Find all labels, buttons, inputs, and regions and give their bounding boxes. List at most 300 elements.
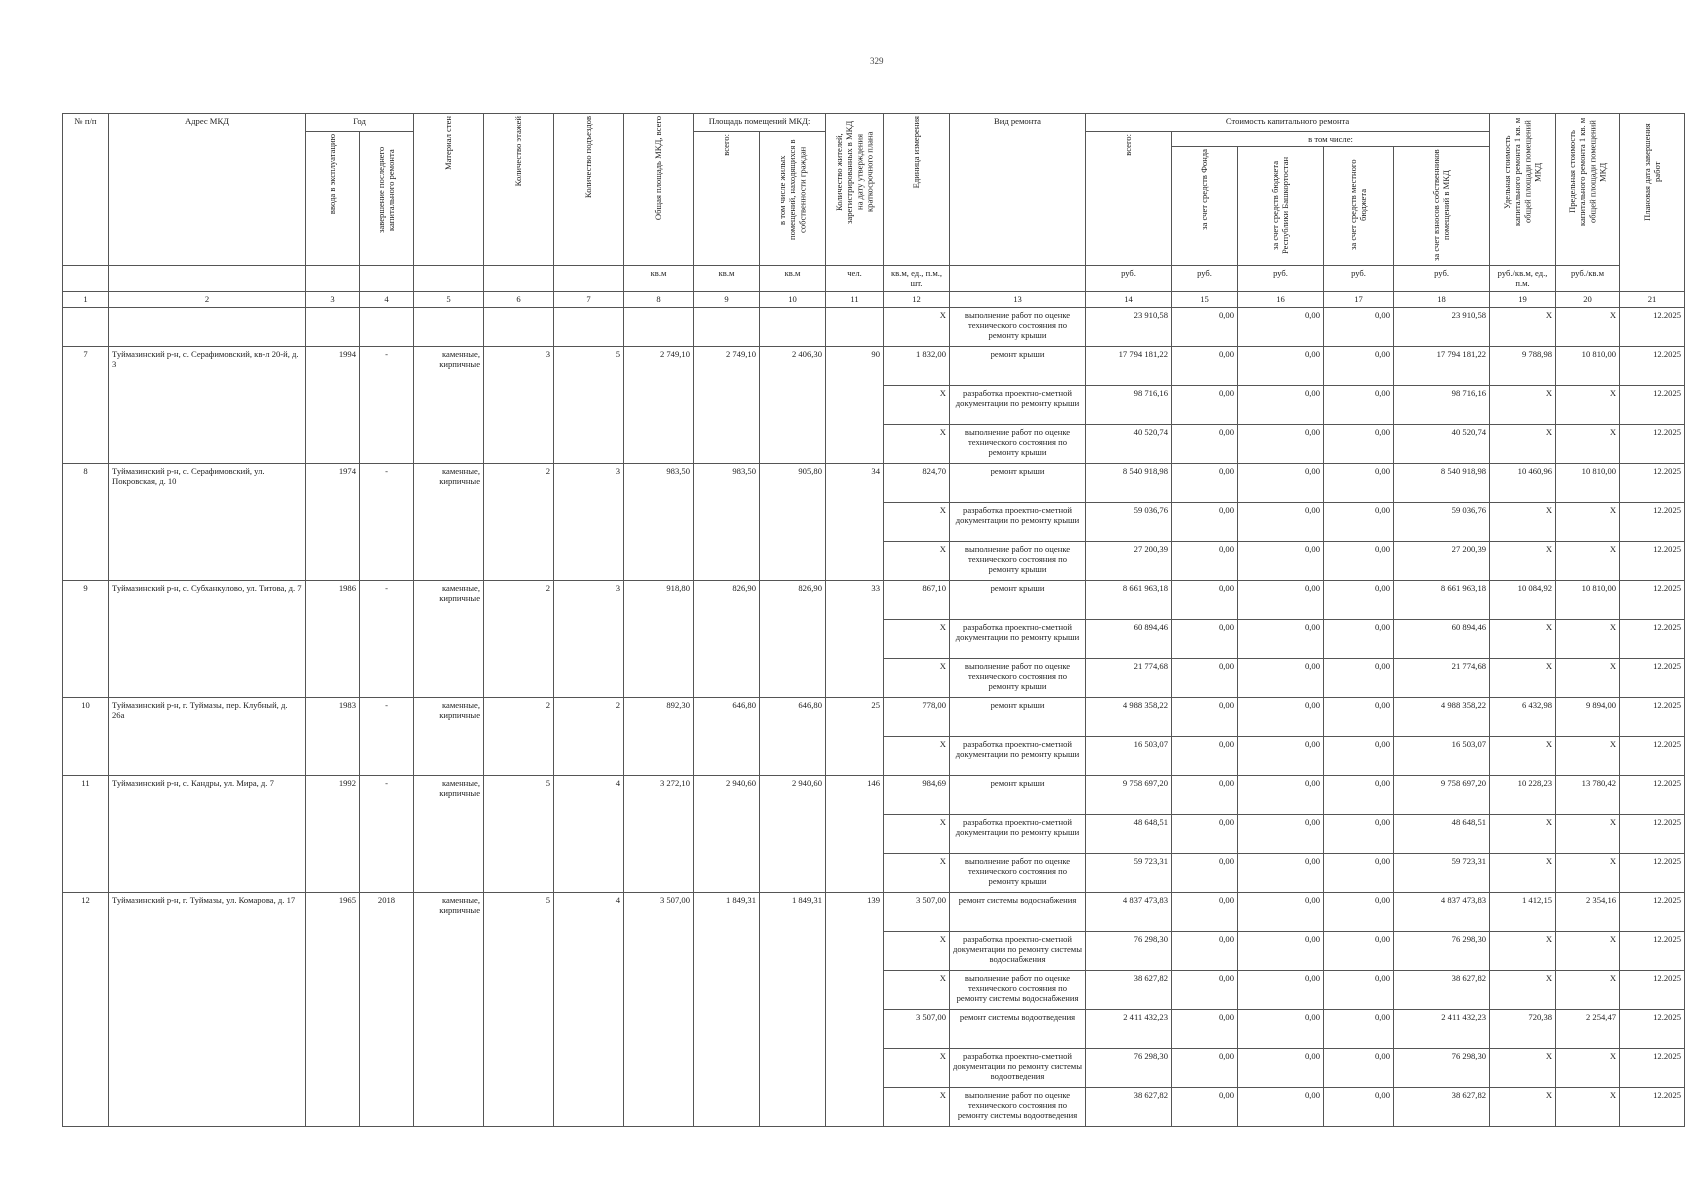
- total-area: 983,50: [624, 463, 694, 580]
- planned-date: 12.2025: [1620, 892, 1685, 931]
- repair-type: ремонт системы водоотведения: [950, 1009, 1086, 1048]
- header-residents: Количество жителей, зарегистрированных в МКД на дату утверждения краткосрочного плана: [826, 114, 884, 266]
- column-number: 12: [884, 291, 950, 307]
- total-area: 2 749,10: [624, 346, 694, 463]
- planned-date: 12.2025: [1620, 931, 1685, 970]
- column-number: 15: [1172, 291, 1238, 307]
- repair-type: ремонт системы водоснабжения: [950, 892, 1086, 931]
- unit-cost: X: [1490, 736, 1556, 775]
- header-address: Адрес МКД: [109, 114, 306, 266]
- house-number: 7: [63, 346, 109, 463]
- unit-value: 867,10: [884, 580, 950, 619]
- repair-type: разработка проектно-сметной документации по ремонту крыши: [950, 814, 1086, 853]
- planned-date: 12.2025: [1620, 853, 1685, 892]
- cost-total: 38 627,82: [1086, 970, 1172, 1009]
- unit-cost: X: [1490, 970, 1556, 1009]
- unit-cost: 10 084,92: [1490, 580, 1556, 619]
- premises-area-subset: 1 849,31: [760, 892, 826, 1126]
- cost-local: 0,00: [1324, 541, 1394, 580]
- wall-material: каменные, кирпичные: [414, 346, 484, 463]
- header-planned-date: Плановая дата завершения работ: [1620, 114, 1685, 292]
- unit-cost: X: [1490, 1087, 1556, 1126]
- cost-owners: 23 910,58: [1394, 307, 1490, 346]
- max-cost: X: [1556, 931, 1620, 970]
- unit-cost: X: [1490, 1048, 1556, 1087]
- cost-owners: 40 520,74: [1394, 424, 1490, 463]
- unit-cell: руб./кв.м: [1556, 266, 1620, 291]
- cost-total: 4 837 473,83: [1086, 892, 1172, 931]
- repair-type: выполнение работ по оценке технического состояния по ремонту крыши: [950, 541, 1086, 580]
- unit-cost: 1 412,15: [1490, 892, 1556, 931]
- unit-value: X: [884, 307, 950, 346]
- planned-date: 12.2025: [1620, 463, 1685, 502]
- planned-date: 12.2025: [1620, 346, 1685, 385]
- cost-republic: 0,00: [1238, 697, 1324, 736]
- residents-count: 90: [826, 346, 884, 463]
- cost-local: 0,00: [1324, 580, 1394, 619]
- year-last-repair: -: [360, 346, 414, 463]
- unit-value: X: [884, 736, 950, 775]
- cost-local: 0,00: [1324, 814, 1394, 853]
- residents-count: 33: [826, 580, 884, 697]
- cost-republic: 0,00: [1238, 736, 1324, 775]
- repair-type: выполнение работ по оценке технического состояния по ремонту системы водоотведения: [950, 1087, 1086, 1126]
- header-floors: Количество этажей: [484, 114, 554, 266]
- cost-local: 0,00: [1324, 307, 1394, 346]
- unit-value: X: [884, 931, 950, 970]
- cost-owners: 27 200,39: [1394, 541, 1490, 580]
- total-area: 918,80: [624, 580, 694, 697]
- year-last-repair: -: [360, 463, 414, 580]
- repair-type: разработка проектно-сметной документации по ремонту системы водоснабжения: [950, 931, 1086, 970]
- cost-total: 9 758 697,20: [1086, 775, 1172, 814]
- max-cost: X: [1556, 385, 1620, 424]
- planned-date: 12.2025: [1620, 1087, 1685, 1126]
- unit-value: 3 507,00: [884, 892, 950, 931]
- unit-cell: [109, 266, 306, 291]
- carry-over-row: [63, 307, 1685, 346]
- unit-cell: чел.: [826, 266, 884, 291]
- column-number: 10: [760, 291, 826, 307]
- house-number: 9: [63, 580, 109, 697]
- repair-type: ремонт крыши: [950, 346, 1086, 385]
- table-row: [63, 892, 1685, 931]
- max-cost: 10 810,00: [1556, 580, 1620, 619]
- planned-date: 12.2025: [1620, 658, 1685, 697]
- repair-plan-table: [62, 113, 1685, 1127]
- header-year-commission: ввода в эксплуатацию: [306, 132, 360, 266]
- header-cost-total: всего:: [1086, 132, 1172, 266]
- repair-type: выполнение работ по оценке технического состояния по ремонту крыши: [950, 853, 1086, 892]
- cost-republic: 0,00: [1238, 775, 1324, 814]
- column-number: 6: [484, 291, 554, 307]
- cost-total: 48 648,51: [1086, 814, 1172, 853]
- cost-owners: 48 648,51: [1394, 814, 1490, 853]
- cost-owners: 17 794 181,22: [1394, 346, 1490, 385]
- planned-date: 12.2025: [1620, 424, 1685, 463]
- repair-type: разработка проектно-сметной документации по ремонту крыши: [950, 502, 1086, 541]
- premises-area-subset: 826,90: [760, 580, 826, 697]
- max-cost: 13 780,42: [1556, 775, 1620, 814]
- cost-republic: 0,00: [1238, 502, 1324, 541]
- column-number: 16: [1238, 291, 1324, 307]
- table-row: [63, 463, 1685, 502]
- floors-count: 2: [484, 580, 554, 697]
- premises-area: 2 749,10: [694, 346, 760, 463]
- floors-count: 5: [484, 775, 554, 892]
- floors-count: 2: [484, 463, 554, 580]
- unit-value: X: [884, 814, 950, 853]
- unit-cost: X: [1490, 385, 1556, 424]
- cost-republic: 0,00: [1238, 424, 1324, 463]
- cost-republic: 0,00: [1238, 1048, 1324, 1087]
- unit-cost: 10 228,23: [1490, 775, 1556, 814]
- repair-type: разработка проектно-сметной документации по ремонту крыши: [950, 619, 1086, 658]
- unit-cost: 10 460,96: [1490, 463, 1556, 502]
- header-unit-measure: Единица измерения: [884, 114, 950, 266]
- unit-cell: кв.м: [694, 266, 760, 291]
- cost-total: 98 716,16: [1086, 385, 1172, 424]
- wall-material: каменные, кирпичные: [414, 892, 484, 1126]
- planned-date: 12.2025: [1620, 736, 1685, 775]
- unit-cost: 720,38: [1490, 1009, 1556, 1048]
- unit-value: X: [884, 502, 950, 541]
- column-number: 17: [1324, 291, 1394, 307]
- unit-cell: кв.м: [760, 266, 826, 291]
- wall-material: каменные, кирпичные: [414, 697, 484, 775]
- max-cost: X: [1556, 658, 1620, 697]
- cost-fund: 0,00: [1172, 1009, 1238, 1048]
- header-year-last-repair: завершение последнего капитального ремонта: [360, 132, 414, 266]
- house-address: Туймазинский р-н, г. Туймазы, пер. Клубный, д. 26а: [109, 697, 306, 775]
- total-area: 3 507,00: [624, 892, 694, 1126]
- column-number: 19: [1490, 291, 1556, 307]
- max-cost: 2 354,16: [1556, 892, 1620, 931]
- unit-value: X: [884, 658, 950, 697]
- max-cost: X: [1556, 424, 1620, 463]
- unit-cost: X: [1490, 541, 1556, 580]
- unit-cell: [554, 266, 624, 291]
- cost-total: 40 520,74: [1086, 424, 1172, 463]
- residents-count: 34: [826, 463, 884, 580]
- unit-cell: руб.: [1394, 266, 1490, 291]
- cost-republic: 0,00: [1238, 385, 1324, 424]
- unit-value: X: [884, 619, 950, 658]
- cost-total: 17 794 181,22: [1086, 346, 1172, 385]
- max-cost: X: [1556, 1087, 1620, 1126]
- unit-cost: X: [1490, 931, 1556, 970]
- unit-cell: [306, 266, 360, 291]
- planned-date: 12.2025: [1620, 385, 1685, 424]
- cost-local: 0,00: [1324, 463, 1394, 502]
- unit-cell: [414, 266, 484, 291]
- max-cost: X: [1556, 502, 1620, 541]
- cost-local: 0,00: [1324, 1087, 1394, 1126]
- cost-owners: 8 540 918,98: [1394, 463, 1490, 502]
- entrances-count: 3: [554, 463, 624, 580]
- max-cost: X: [1556, 736, 1620, 775]
- header-wall-material: Материал стен: [414, 114, 484, 266]
- residents-count: 146: [826, 775, 884, 892]
- premises-area: 826,90: [694, 580, 760, 697]
- unit-cost: X: [1490, 814, 1556, 853]
- year-last-repair: 2018: [360, 892, 414, 1126]
- header-year-group: Год: [306, 114, 414, 132]
- cost-owners: 4 837 473,83: [1394, 892, 1490, 931]
- cost-fund: 0,00: [1172, 814, 1238, 853]
- cost-total: 38 627,82: [1086, 1087, 1172, 1126]
- year-last-repair: -: [360, 697, 414, 775]
- planned-date: 12.2025: [1620, 619, 1685, 658]
- house-address: Туймазинский р-н, с. Серафимовский, ул. Покровская, д. 10: [109, 463, 306, 580]
- unit-value: X: [884, 385, 950, 424]
- year-commission: 1994: [306, 346, 360, 463]
- cost-fund: 0,00: [1172, 346, 1238, 385]
- house-number: 11: [63, 775, 109, 892]
- cost-owners: 60 894,46: [1394, 619, 1490, 658]
- cost-fund: 0,00: [1172, 775, 1238, 814]
- entrances-count: 4: [554, 892, 624, 1126]
- premises-area: 983,50: [694, 463, 760, 580]
- cost-total: 8 540 918,98: [1086, 463, 1172, 502]
- cost-fund: 0,00: [1172, 970, 1238, 1009]
- column-number: 13: [950, 291, 1086, 307]
- premises-area: 1 849,31: [694, 892, 760, 1126]
- cost-fund: 0,00: [1172, 619, 1238, 658]
- unit-cost: 6 432,98: [1490, 697, 1556, 736]
- cost-republic: 0,00: [1238, 307, 1324, 346]
- column-number: 11: [826, 291, 884, 307]
- year-last-repair: -: [360, 580, 414, 697]
- unit-cost: X: [1490, 853, 1556, 892]
- cost-fund: 0,00: [1172, 502, 1238, 541]
- cost-total: 16 503,07: [1086, 736, 1172, 775]
- unit-value: 984,69: [884, 775, 950, 814]
- unit-cell: руб.: [1238, 266, 1324, 291]
- unit-cost: X: [1490, 619, 1556, 658]
- cost-republic: 0,00: [1238, 541, 1324, 580]
- unit-value: X: [884, 1048, 950, 1087]
- cost-total: 23 910,58: [1086, 307, 1172, 346]
- max-cost: 10 810,00: [1556, 463, 1620, 502]
- repair-type: ремонт крыши: [950, 580, 1086, 619]
- cost-republic: 0,00: [1238, 463, 1324, 502]
- max-cost: X: [1556, 619, 1620, 658]
- cost-owners: 59 036,76: [1394, 502, 1490, 541]
- total-area: 3 272,10: [624, 775, 694, 892]
- cost-owners: 76 298,30: [1394, 931, 1490, 970]
- cost-local: 0,00: [1324, 970, 1394, 1009]
- page-number: 329: [870, 56, 884, 66]
- header-cost-group: Стоимость капитального ремонта: [1086, 114, 1490, 132]
- year-commission: 1983: [306, 697, 360, 775]
- cost-total: 8 661 963,18: [1086, 580, 1172, 619]
- unit-cell: [360, 266, 414, 291]
- cost-local: 0,00: [1324, 1009, 1394, 1048]
- cost-republic: 0,00: [1238, 931, 1324, 970]
- column-number: 8: [624, 291, 694, 307]
- premises-area: 2 940,60: [694, 775, 760, 892]
- repair-type: выполнение работ по оценке технического состояния по ремонту крыши: [950, 307, 1086, 346]
- cost-republic: 0,00: [1238, 1009, 1324, 1048]
- cost-total: 21 774,68: [1086, 658, 1172, 697]
- unit-value: X: [884, 541, 950, 580]
- cost-owners: 2 411 432,23: [1394, 1009, 1490, 1048]
- cost-republic: 0,00: [1238, 658, 1324, 697]
- header-num: № п/п: [63, 114, 109, 266]
- entrances-count: 3: [554, 580, 624, 697]
- cost-fund: 0,00: [1172, 307, 1238, 346]
- header-cost-fund: за счет средств Фонда: [1172, 147, 1238, 266]
- cost-owners: 9 758 697,20: [1394, 775, 1490, 814]
- column-number: 3: [306, 291, 360, 307]
- cost-republic: 0,00: [1238, 814, 1324, 853]
- cost-local: 0,00: [1324, 892, 1394, 931]
- header-cost-local: за счет средств местного бюджета: [1324, 147, 1394, 266]
- unit-cost: 9 788,98: [1490, 346, 1556, 385]
- header-max-cost: Предельная стоимость капитального ремонта 1 кв. м общей площади помещений МКД: [1556, 114, 1620, 266]
- planned-date: 12.2025: [1620, 541, 1685, 580]
- cost-total: 2 411 432,23: [1086, 1009, 1172, 1048]
- header-cost-including: в том числе:: [1172, 132, 1490, 147]
- premises-area-subset: 2 406,30: [760, 346, 826, 463]
- unit-value: X: [884, 1087, 950, 1126]
- cost-total: 59 723,31: [1086, 853, 1172, 892]
- column-number: 1: [63, 291, 109, 307]
- cost-local: 0,00: [1324, 619, 1394, 658]
- wall-material: каменные, кирпичные: [414, 775, 484, 892]
- unit-cell: руб.: [1324, 266, 1394, 291]
- house-number: 12: [63, 892, 109, 1126]
- max-cost: 10 810,00: [1556, 346, 1620, 385]
- header-premises-group: Площадь помещений МКД:: [694, 114, 826, 132]
- unit-value: 3 507,00: [884, 1009, 950, 1048]
- cost-fund: 0,00: [1172, 541, 1238, 580]
- max-cost: X: [1556, 307, 1620, 346]
- cost-local: 0,00: [1324, 385, 1394, 424]
- year-commission: 1965: [306, 892, 360, 1126]
- cost-owners: 38 627,82: [1394, 1087, 1490, 1126]
- wall-material: каменные, кирпичные: [414, 463, 484, 580]
- header-cost-republic: за счет средств бюджета Республики Башкортостан: [1238, 147, 1324, 266]
- premises-area-subset: 2 940,60: [760, 775, 826, 892]
- planned-date: 12.2025: [1620, 1009, 1685, 1048]
- repair-type: выполнение работ по оценке технического состояния по ремонту крыши: [950, 424, 1086, 463]
- year-commission: 1986: [306, 580, 360, 697]
- cost-republic: 0,00: [1238, 892, 1324, 931]
- cost-local: 0,00: [1324, 697, 1394, 736]
- unit-cell: кв.м, ед., п.м., шт.: [884, 266, 950, 291]
- year-last-repair: -: [360, 775, 414, 892]
- cost-local: 0,00: [1324, 931, 1394, 970]
- header-total-area: Общая площадь МКД, всего: [624, 114, 694, 266]
- planned-date: 12.2025: [1620, 1048, 1685, 1087]
- unit-cell: руб.: [1086, 266, 1172, 291]
- header-entrances: Количество подъездов: [554, 114, 624, 266]
- residents-count: 25: [826, 697, 884, 775]
- unit-cell: [950, 266, 1086, 291]
- unit-cost: X: [1490, 307, 1556, 346]
- unit-value: X: [884, 853, 950, 892]
- cost-republic: 0,00: [1238, 580, 1324, 619]
- cost-owners: 21 774,68: [1394, 658, 1490, 697]
- cost-fund: 0,00: [1172, 658, 1238, 697]
- floors-count: 2: [484, 697, 554, 775]
- cost-local: 0,00: [1324, 502, 1394, 541]
- max-cost: X: [1556, 970, 1620, 1009]
- repair-type: ремонт крыши: [950, 775, 1086, 814]
- column-number: 14: [1086, 291, 1172, 307]
- premises-area: 646,80: [694, 697, 760, 775]
- max-cost: X: [1556, 814, 1620, 853]
- house-number: 10: [63, 697, 109, 775]
- unit-cell: [484, 266, 554, 291]
- floors-count: 3: [484, 346, 554, 463]
- cost-local: 0,00: [1324, 424, 1394, 463]
- cost-owners: 4 988 358,22: [1394, 697, 1490, 736]
- repair-type: разработка проектно-сметной документации по ремонту крыши: [950, 385, 1086, 424]
- year-commission: 1974: [306, 463, 360, 580]
- cost-total: 60 894,46: [1086, 619, 1172, 658]
- cost-republic: 0,00: [1238, 1087, 1324, 1126]
- max-cost: 2 254,47: [1556, 1009, 1620, 1048]
- cost-fund: 0,00: [1172, 463, 1238, 502]
- cost-total: 76 298,30: [1086, 1048, 1172, 1087]
- repair-type: разработка проектно-сметной документации по ремонту системы водоотведения: [950, 1048, 1086, 1087]
- wall-material: каменные, кирпичные: [414, 580, 484, 697]
- table-row: [63, 775, 1685, 814]
- house-number: 8: [63, 463, 109, 580]
- cost-republic: 0,00: [1238, 346, 1324, 385]
- entrances-count: 2: [554, 697, 624, 775]
- cost-republic: 0,00: [1238, 970, 1324, 1009]
- column-number: 20: [1556, 291, 1620, 307]
- repair-type: ремонт крыши: [950, 697, 1086, 736]
- cost-fund: 0,00: [1172, 892, 1238, 931]
- cost-fund: 0,00: [1172, 736, 1238, 775]
- house-address: Туймазинский р-н, с. Субханкулово, ул. Титова, д. 7: [109, 580, 306, 697]
- cost-fund: 0,00: [1172, 1087, 1238, 1126]
- house-address: Туймазинский р-н, с. Серафимовский, кв-л 20-й, д. 3: [109, 346, 306, 463]
- planned-date: 12.2025: [1620, 970, 1685, 1009]
- planned-date: 12.2025: [1620, 814, 1685, 853]
- cost-fund: 0,00: [1172, 424, 1238, 463]
- residents-count: 139: [826, 892, 884, 1126]
- total-area: 892,30: [624, 697, 694, 775]
- cost-fund: 0,00: [1172, 1048, 1238, 1087]
- column-number: 18: [1394, 291, 1490, 307]
- max-cost: X: [1556, 541, 1620, 580]
- header-repair-type: Вид ремонта: [950, 114, 1086, 266]
- unit-cell: кв.м: [624, 266, 694, 291]
- cost-total: 59 036,76: [1086, 502, 1172, 541]
- cost-owners: 38 627,82: [1394, 970, 1490, 1009]
- planned-date: 12.2025: [1620, 580, 1685, 619]
- cost-total: 76 298,30: [1086, 931, 1172, 970]
- repair-type: разработка проектно-сметной документации по ремонту крыши: [950, 736, 1086, 775]
- column-number: 7: [554, 291, 624, 307]
- unit-cost: X: [1490, 424, 1556, 463]
- cost-total: 4 988 358,22: [1086, 697, 1172, 736]
- floors-count: 5: [484, 892, 554, 1126]
- table-row: [63, 346, 1685, 385]
- cost-owners: 76 298,30: [1394, 1048, 1490, 1087]
- unit-cost: X: [1490, 658, 1556, 697]
- cost-owners: 59 723,31: [1394, 853, 1490, 892]
- premises-area-subset: 646,80: [760, 697, 826, 775]
- cost-owners: 8 661 963,18: [1394, 580, 1490, 619]
- planned-date: 12.2025: [1620, 775, 1685, 814]
